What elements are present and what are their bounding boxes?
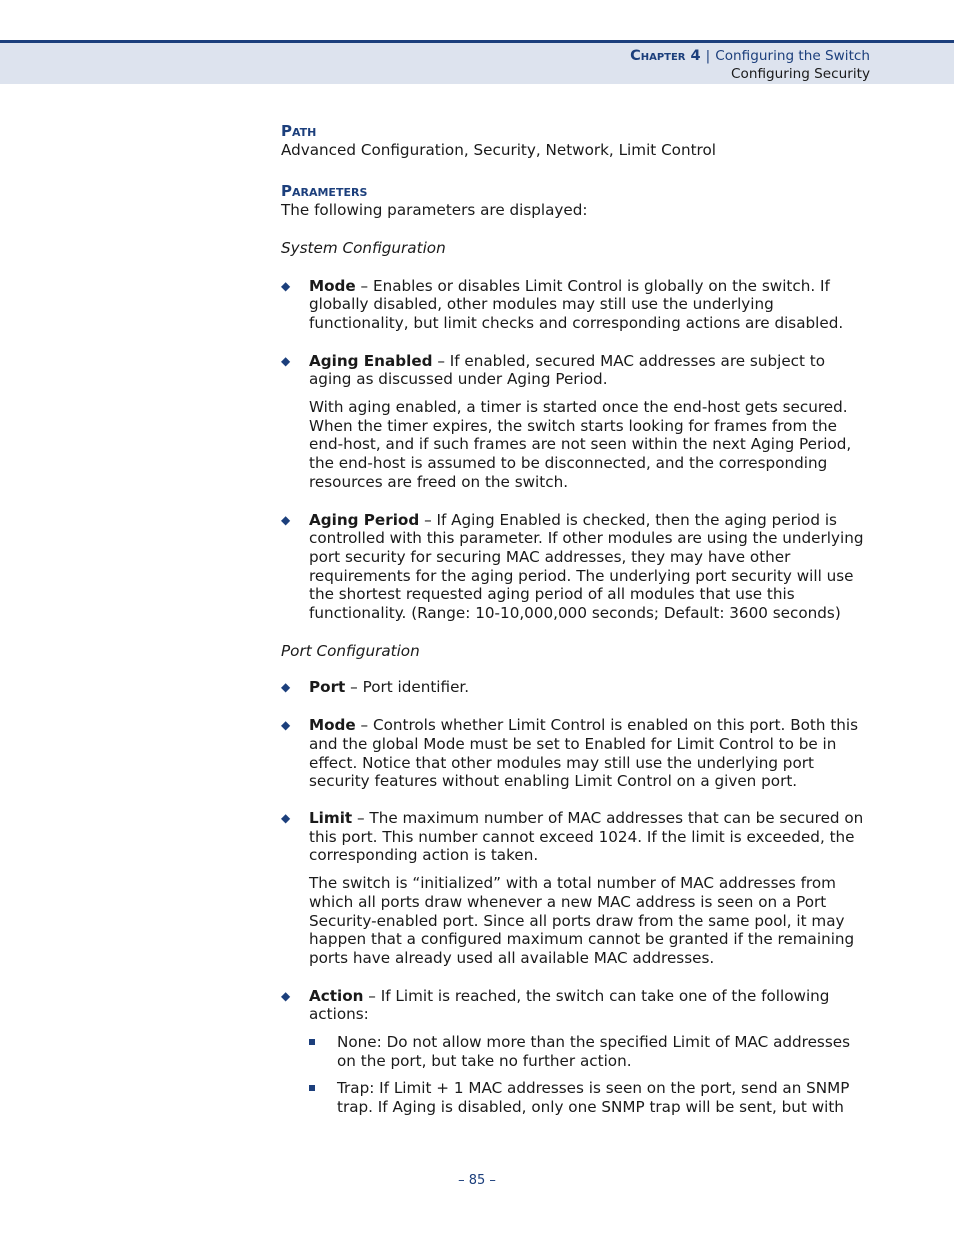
term: Mode [309, 276, 356, 295]
term: Action [309, 986, 364, 1005]
diamond-bullet-icon: ◆ [281, 810, 291, 825]
header-line-1 [630, 47, 870, 65]
parameters-intro: The following parameters are displayed: [281, 201, 588, 220]
term: Limit [309, 808, 353, 827]
description: – If enabled, secured MAC addresses are subject to aging as discussed under Aging Period. [309, 351, 826, 389]
diamond-bullet-icon: ◆ [281, 353, 291, 368]
diamond-bullet-icon: ◆ [281, 680, 291, 695]
square-bullet-icon [309, 1039, 315, 1045]
sub-item-text: None: Do not allow more than the specified Limit of MAC addresses on the port, but take no further action. [337, 1033, 851, 1070]
diamond-bullet-icon: ◆ [281, 718, 291, 733]
section-title: Configuring Security [731, 66, 870, 82]
diamond-bullet-icon: ◆ [281, 512, 291, 527]
list-item [281, 678, 871, 697]
header-separator: | [705, 48, 711, 64]
chapter-title: Configuring the Switch [715, 48, 870, 64]
description: – Enables or disables Limit Control is globally on the switch. If globally disabled, other modules may still use the underlying functionality, but limit checks and corresponding actions are disabled. [309, 276, 844, 332]
diamond-bullet-icon: ◆ [281, 278, 291, 293]
list-item [281, 511, 871, 623]
diamond-bullet-icon: ◆ [281, 988, 291, 1003]
term: Port [309, 678, 346, 697]
sub-list-item [281, 1079, 871, 1116]
chapter-label: Chapter 4 [630, 48, 701, 64]
description: – If Limit is reached, the switch can take one of the following actions: [309, 986, 830, 1024]
path-text: Advanced Configuration, Security, Network, Limit Control [281, 140, 716, 159]
sub-list-item [281, 1033, 871, 1070]
list-item [281, 987, 871, 1024]
description: – If Aging Enabled is checked, then the aging period is controlled with this parameter. If other modules are using the underlying port security for securing MAC addresses, they may have other requirements for the aging period. The underlying port security will use the shortest requested aging period of all modules that use this functionality. (Range: 10-10,000,000 seconds; Default: 3600 seconds) [309, 510, 864, 623]
square-bullet-icon [309, 1085, 315, 1091]
running-header [630, 47, 870, 83]
page-header [0, 40, 954, 84]
description: – Port identifier. [345, 678, 470, 697]
term: Mode [309, 716, 356, 735]
path-label: Path [281, 122, 317, 140]
page-body [281, 122, 871, 1117]
list-item [281, 352, 871, 389]
description: – Controls whether Limit Control is enabled on this port. Both this and the global Mode must be set to Enabled for Limit Control to be in effect. Notice that other modules may still use the underlying port security features without enabling Limit Control on a given port. [309, 716, 859, 791]
system-configuration-heading: System Configuration [281, 238, 446, 257]
list-item [281, 716, 871, 791]
list-item [281, 277, 871, 333]
parameters-label: Parameters [281, 182, 368, 201]
list-item-extra: The switch is “initialized” with a total number of MAC addresses from which all ports draw whenever a new MAC address is seen on a Port Security-enabled port. Since all ports draw from the same pool, it may happen that a configured maximum cannot be granted if the remaining ports have already used all available MAC addresses. [309, 874, 855, 967]
list-item [281, 809, 871, 865]
page-number: – 85 – [458, 1173, 496, 1188]
term: Aging Enabled [309, 351, 433, 370]
port-configuration-heading: Port Configuration [281, 641, 420, 660]
sub-item-text: Trap: If Limit + 1 MAC addresses is seen on the port, send an SNMP trap. If Aging is disabled, only one SNMP trap will be sent, but with [337, 1079, 850, 1117]
list-item-extra: With aging enabled, a timer is started once the end-host gets secured. When the timer expires, the switch starts looking for frames from the end-host, and if such frames are not seen within the next Aging Period, the end-host is assumed to be disconnected, and the corresponding resources are freed on the switch. [309, 398, 852, 491]
description: – The maximum number of MAC addresses that can be secured on this port. This number cannot exceed 1024. If the limit is exceeded, the corresponding action is taken. [309, 808, 864, 865]
term: Aging Period [309, 510, 420, 529]
